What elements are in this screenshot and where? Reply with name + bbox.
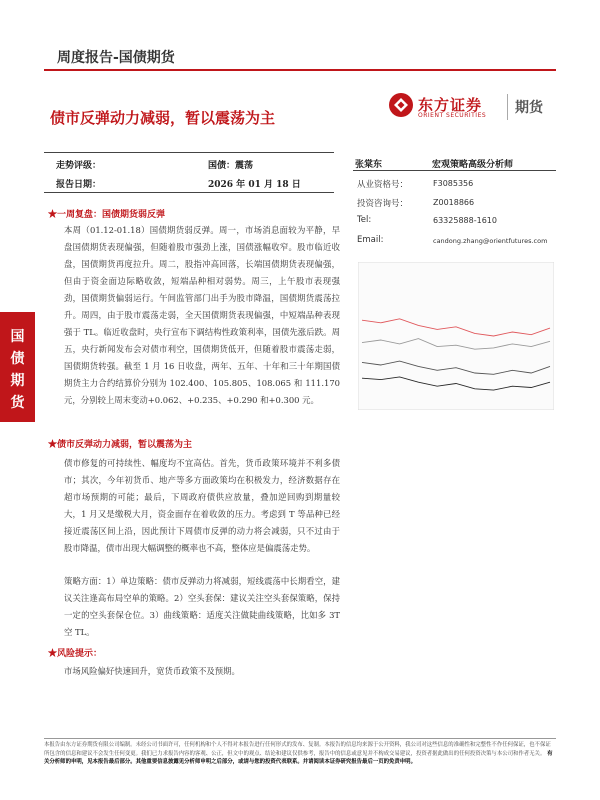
analyst-tel-value: 63325888-1610 [433,216,497,225]
chart-background [358,262,554,410]
risk-body: 市场风险偏好快速回升，宽货币政策不及预期。 [64,666,240,676]
logo-separator [507,94,508,120]
logo-text-en: ORIENT SECURITIES [418,112,487,119]
strategy-body: 策略方面：1）单边策略：债市反弹动力将减弱，短线震荡中长期看空，建议关注逢高布局空单的策略。2）空头套保：建议关注空头套保策略，保持一定的空头套保仓位。3）曲线策略：适度关注做陡曲线策略，比如多 3T 空 TL。 [64,576,340,637]
side-tab-char: 期 [10,373,25,389]
analyst-divider [353,170,556,171]
company-logo [388,92,558,126]
analyst-email-label: Email: [357,235,384,245]
rating-value: 国债：震荡 [208,161,254,171]
logo-suffix: 期货 [515,100,543,116]
outlook-body: 债市修复的可持续性、幅度均不宜高估。首先，货币政策环境并不利多债市；其次，今年初货币、地产等多方面政策均在积极发力，经济数据存在超市场预期的可能；最后，下周政府债供应放量，叠加逆回购到期量较大，1 月又是缴税大月，资金面存在着收敛的压力。考虑到 T 等品种已经接近震荡区间上沿，因此预计下周债市反弹的动力将会减弱，只不过由于股市降温，债市出现大幅调整的概率也不高，整体应是偏震荡走势。 [64,458,340,553]
section-head-weekly-review: ★一周复盘：国债期货弱反弹 [48,210,166,220]
rating-label: 走势评级： [56,161,102,171]
star-bullet-icon: ★ [48,210,58,220]
analyst-license-value: F3085356 [433,179,474,188]
section-head-outlook: ★债市反弹动力减弱，暂以震荡为主 [48,440,193,450]
date-label: 报告日期： [56,180,102,190]
main-title: 债市反弹动力减弱，暂以震荡为主 [50,109,276,127]
disclaimer-text: 本报告由东方证券期货有限公司编制。未经公司书面许可，任何机构和个人不得对本报告进行任何形式的发布、复制。本报告的信息均来源于公开资料，我公司对这些信息的准确性和完整性不作任何保证，也不保证所包含的信息和建议不会发生任何变更。我们已力求报告内容的客观、公正，但文中的观点、结论和建议仅供参考，报告中的信息或意见并不构成交易建议，投资者据此做出的任何投资决策与本公司和作者无关。 [44,742,551,757]
logo-mark-icon [388,92,414,118]
meta-divider-top [44,152,334,153]
disclaimer-footer [44,741,556,767]
report-header-title: 周度报告-国债期货 [57,50,175,66]
analyst-license-label: 从业资格号： [357,180,409,190]
star-bullet-icon: ★ [48,649,58,659]
section-head-risk: ★风险提示： [48,649,103,659]
analyst-email-value: candong.zhang@orientfutures.com [433,237,548,245]
star-bullet-icon: ★ [48,440,58,450]
date-value: 2026 年 01 月 18 日 [208,180,301,190]
side-tab-char: 债 [10,351,25,367]
meta-divider-bottom [44,192,334,193]
logo-text-cn: 东方证券 [418,96,483,114]
price-trend-chart [358,262,554,410]
analyst-tel-label: Tel: [357,215,372,225]
analyst-consult-label: 投资咨询号： [357,199,409,209]
analyst-consult-value: Z0018866 [433,198,475,207]
analyst-name: 张棠东 [355,160,383,170]
side-tab-char: 国 [10,329,25,345]
disclaimer-bold: 有关分析师的申明，见本报告最后部分。其他重要信息披露见分析师申明之后部分，或请与您的投资代表联系。并请阅读本证券研究报告最后一页的免责申明。 [44,750,553,765]
footer-divider [44,738,556,739]
header-divider [44,69,556,71]
analyst-title: 宏观策略高级分析师 [432,160,514,170]
side-tab-char: 货 [10,395,25,411]
category-side-tab [0,312,35,422]
weekly-review-body: 本周（01.12-01.18）国债期货弱反弹。周一，市场消息面较为平静，早盘国债期货表现偏强，但随着股市强劲上涨，国债涨幅收窄。股市临近收盘，国债期货再度拉升。周二，股指冲高回落，长端国债期货表现偏强，但由于资金面边际略收敛，短端品种相对弱势。周三，上午股市表现强劲，国债期货偏弱运行。午间监管部门出手为股市降温，国债期货震荡拉升。周四，由于股市震荡走弱，全天国债期货表现偏强，中短端品种表现强于 TL。临近收盘时，央行宣布下调结构性政策利率，国债先涨后跌。周五，央行新闻发布会对债市利空，国债期货低开，但随着股市震荡走弱，国债期货转强。截至 1 月 16 日收盘，两年、五年、十年和三十年期国债期货主力合约结算价分别为 102.400、105.805、108.065 和 111.170 元，分别较上周末变动+0.062、+0.235、+0.290 和+0.300 元。 [64,225,340,405]
